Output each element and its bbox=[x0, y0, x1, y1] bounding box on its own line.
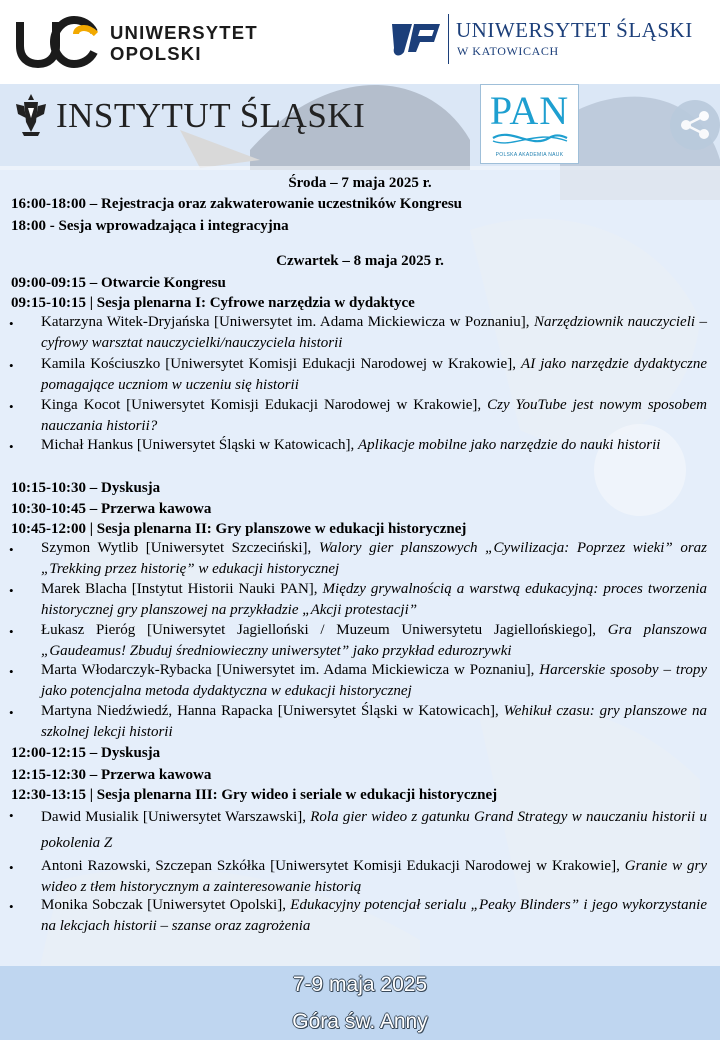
talk-title: Walory gier planszowych „Cywilizacja: Poprzez wieki” oraz „Trekking przez historię” w edukacji historycznej bbox=[41, 540, 708, 577]
talk-author: Szymon Wytlib [Uniwersytet Szczeciński], bbox=[41, 540, 312, 556]
talk-author: Kamila Kościuszko [Uniwersytet Komisji Edukacji Narodowej w Krakowie], bbox=[41, 356, 516, 372]
session1-title: 09:15-10:15 | Sesja plenarna I: Cyfrowe narzędzia w dydaktyce bbox=[11, 295, 415, 311]
talk-item bbox=[41, 620, 707, 662]
uo-line1: UNIWERSYTET bbox=[110, 22, 258, 43]
us-logo-divider bbox=[448, 14, 449, 64]
talk-author: Marek Blacha [Instytut Historii Nauki PAN], bbox=[41, 581, 318, 597]
bullet: • bbox=[9, 542, 14, 557]
talk-title: Narzędziownik nauczycieli – cyfrowy warsztat nauczycielki/nauczyciela historii bbox=[41, 314, 708, 351]
talk-title: Czy YouTube jest nowym sposobem nauczania historii? bbox=[41, 397, 707, 434]
day1-heading: Środa – 7 maja 2025 r. bbox=[288, 175, 432, 191]
talk-item bbox=[41, 579, 707, 621]
talk-item bbox=[41, 804, 707, 856]
talk-author: Katarzyna Witek-Dryjańska [Uniwersytet im. Adama Mickiewicza w Poznaniu], bbox=[41, 314, 530, 330]
schedule-panel bbox=[0, 166, 720, 966]
coffee-break-1: 10:30-10:45 – Przerwa kawowa bbox=[11, 501, 212, 517]
bullet: • bbox=[9, 583, 14, 598]
bullet: • bbox=[9, 358, 14, 373]
uniwersytet-slaski-logo bbox=[390, 14, 693, 64]
event-place: Góra św. Anny bbox=[292, 1010, 428, 1033]
uo-line2: OPOLSKI bbox=[110, 43, 202, 64]
session2-title: 10:45-12:00 | Sesja plenarna II: Gry planszowe w edukacji historycznej bbox=[11, 521, 467, 537]
talk-title: AI jako narzędzie dydaktyczne pomagające uczniom w uczeniu się historii bbox=[41, 356, 708, 393]
day2-heading: Czwartek – 8 maja 2025 r. bbox=[276, 253, 444, 269]
event-dates: 7-9 maja 2025 bbox=[292, 973, 428, 996]
talk-title: Gra planszowa „Gaudeamus! Zbuduj średniowieczny uniwersytet” jako przykład edurozrywki bbox=[41, 622, 707, 659]
talk-item bbox=[41, 354, 707, 396]
instytut-slaski-logo bbox=[14, 92, 366, 142]
uo-logo-text bbox=[110, 22, 258, 64]
eagle-emblem-icon bbox=[14, 92, 48, 138]
bullet: • bbox=[9, 664, 14, 679]
talk-author: Martyna Niedźwiedź, Hanna Rapacka [Uniwersytet Śląski w Katowicach], bbox=[41, 703, 499, 719]
talk-author: Kinga Kocot [Uniwersytet Komisji Edukacji Narodowej w Krakowie], bbox=[41, 397, 482, 413]
talk-title: Wehikuł czasu: gry planszowe na szkolnej lekcji historii bbox=[41, 703, 707, 740]
talk-title: Granie w gry wideo z tłem historycznym a zainteresowanie historią bbox=[41, 858, 708, 895]
bullet: • bbox=[9, 705, 14, 720]
talk-item bbox=[41, 395, 707, 437]
pan-logo-subtitle: POLSKA AKADEMIA NAUK bbox=[495, 152, 564, 158]
talk-title: Edukacyjny potencjał serialu „Peaky Blinders” i jego wykorzystanie na lekcjach historii – szanse oraz zagrożenia bbox=[41, 897, 708, 934]
pan-logo bbox=[480, 84, 579, 164]
share-button[interactable] bbox=[670, 100, 720, 150]
us-logo-title: UNIWERSYTET ŚLĄSKI bbox=[456, 18, 693, 42]
day1-item-registration: 16:00-18:00 – Rejestracja oraz zakwaterowanie uczestników Kongresu bbox=[11, 196, 463, 212]
talk-author: Dawid Musialik [Uniwersytet Warszawski], bbox=[41, 809, 306, 825]
discussion-2: 12:00-12:15 – Dyskusja bbox=[11, 745, 161, 761]
discussion-1: 10:15-10:30 – Dyskusja bbox=[11, 480, 161, 496]
talk-author: Michał Hankus [Uniwersytet Śląski w Katowicach], bbox=[41, 437, 355, 453]
talk-item bbox=[41, 701, 707, 743]
talk-author: Marta Włodarczyk-Rybacka [Uniwersytet im. Adama Mickiewicza w Poznaniu], bbox=[41, 662, 535, 678]
talk-author: Łukasz Pieróg [Uniwersytet Jagielloński / Muzeum Uniwersytetu Jagiellońskiego], bbox=[41, 622, 596, 638]
pan-swoosh-icon bbox=[491, 129, 569, 147]
talk-item bbox=[41, 856, 707, 898]
coffee-break-2: 12:15-12:30 – Przerwa kawowa bbox=[11, 767, 212, 783]
talk-item bbox=[41, 435, 707, 456]
bullet: • bbox=[9, 399, 14, 414]
pan-logo-title: PAN bbox=[489, 88, 570, 133]
uo-logo-icon bbox=[16, 12, 100, 68]
bullet: • bbox=[9, 316, 14, 331]
talk-author: Monika Sobczak [Uniwersytet Opolski], bbox=[41, 897, 286, 913]
talk-item bbox=[41, 312, 707, 354]
uniwersytet-opolski-logo bbox=[16, 12, 276, 68]
footer bbox=[0, 966, 720, 1040]
bullet: • bbox=[9, 860, 14, 875]
bullet: • bbox=[9, 899, 14, 914]
bullet: • bbox=[9, 624, 14, 639]
talk-item bbox=[41, 895, 707, 937]
talk-title: Harcerskie sposoby – tropy jako potencjalna metoda dydaktyczna w edukacji historycznej bbox=[41, 662, 708, 699]
day2-opening: 09:00-09:15 – Otwarcie Kongresu bbox=[11, 275, 226, 291]
session3-title: 12:30-13:15 | Sesja plenarna III: Gry wideo i seriale w edukacji historycznej bbox=[11, 787, 498, 803]
share-icon bbox=[670, 100, 720, 150]
us-logo-subtitle: W KATOWICACH bbox=[457, 44, 559, 58]
talk-item bbox=[41, 660, 707, 702]
talk-title: Aplikacje mobilne jako narzędzie do nauki historii bbox=[358, 437, 661, 453]
talk-item bbox=[41, 538, 707, 580]
talk-title: Rola gier wideo z gatunku Grand Strategy w nauczaniu historii u pokolenia Z bbox=[41, 809, 708, 851]
talk-title: Między grywalnością a warstwą edukacyjną: proces tworzenia historycznej gry planszowej na przykładzie „Akcji protestacji” bbox=[41, 581, 707, 618]
bullet: • bbox=[9, 808, 14, 823]
us-logo-icon bbox=[390, 16, 442, 60]
bullet: • bbox=[9, 439, 14, 454]
instytut-slaski-text: INSTYTUT ŚLĄSKI bbox=[56, 96, 366, 135]
talk-author: Antoni Razowski, Szczepan Szkółka [Uniwersytet Komisji Edukacji Narodowej w Krakowie], bbox=[41, 858, 620, 874]
day1-item-intro-session: 18:00 - Sesja wprowadzająca i integracyjna bbox=[11, 218, 289, 234]
